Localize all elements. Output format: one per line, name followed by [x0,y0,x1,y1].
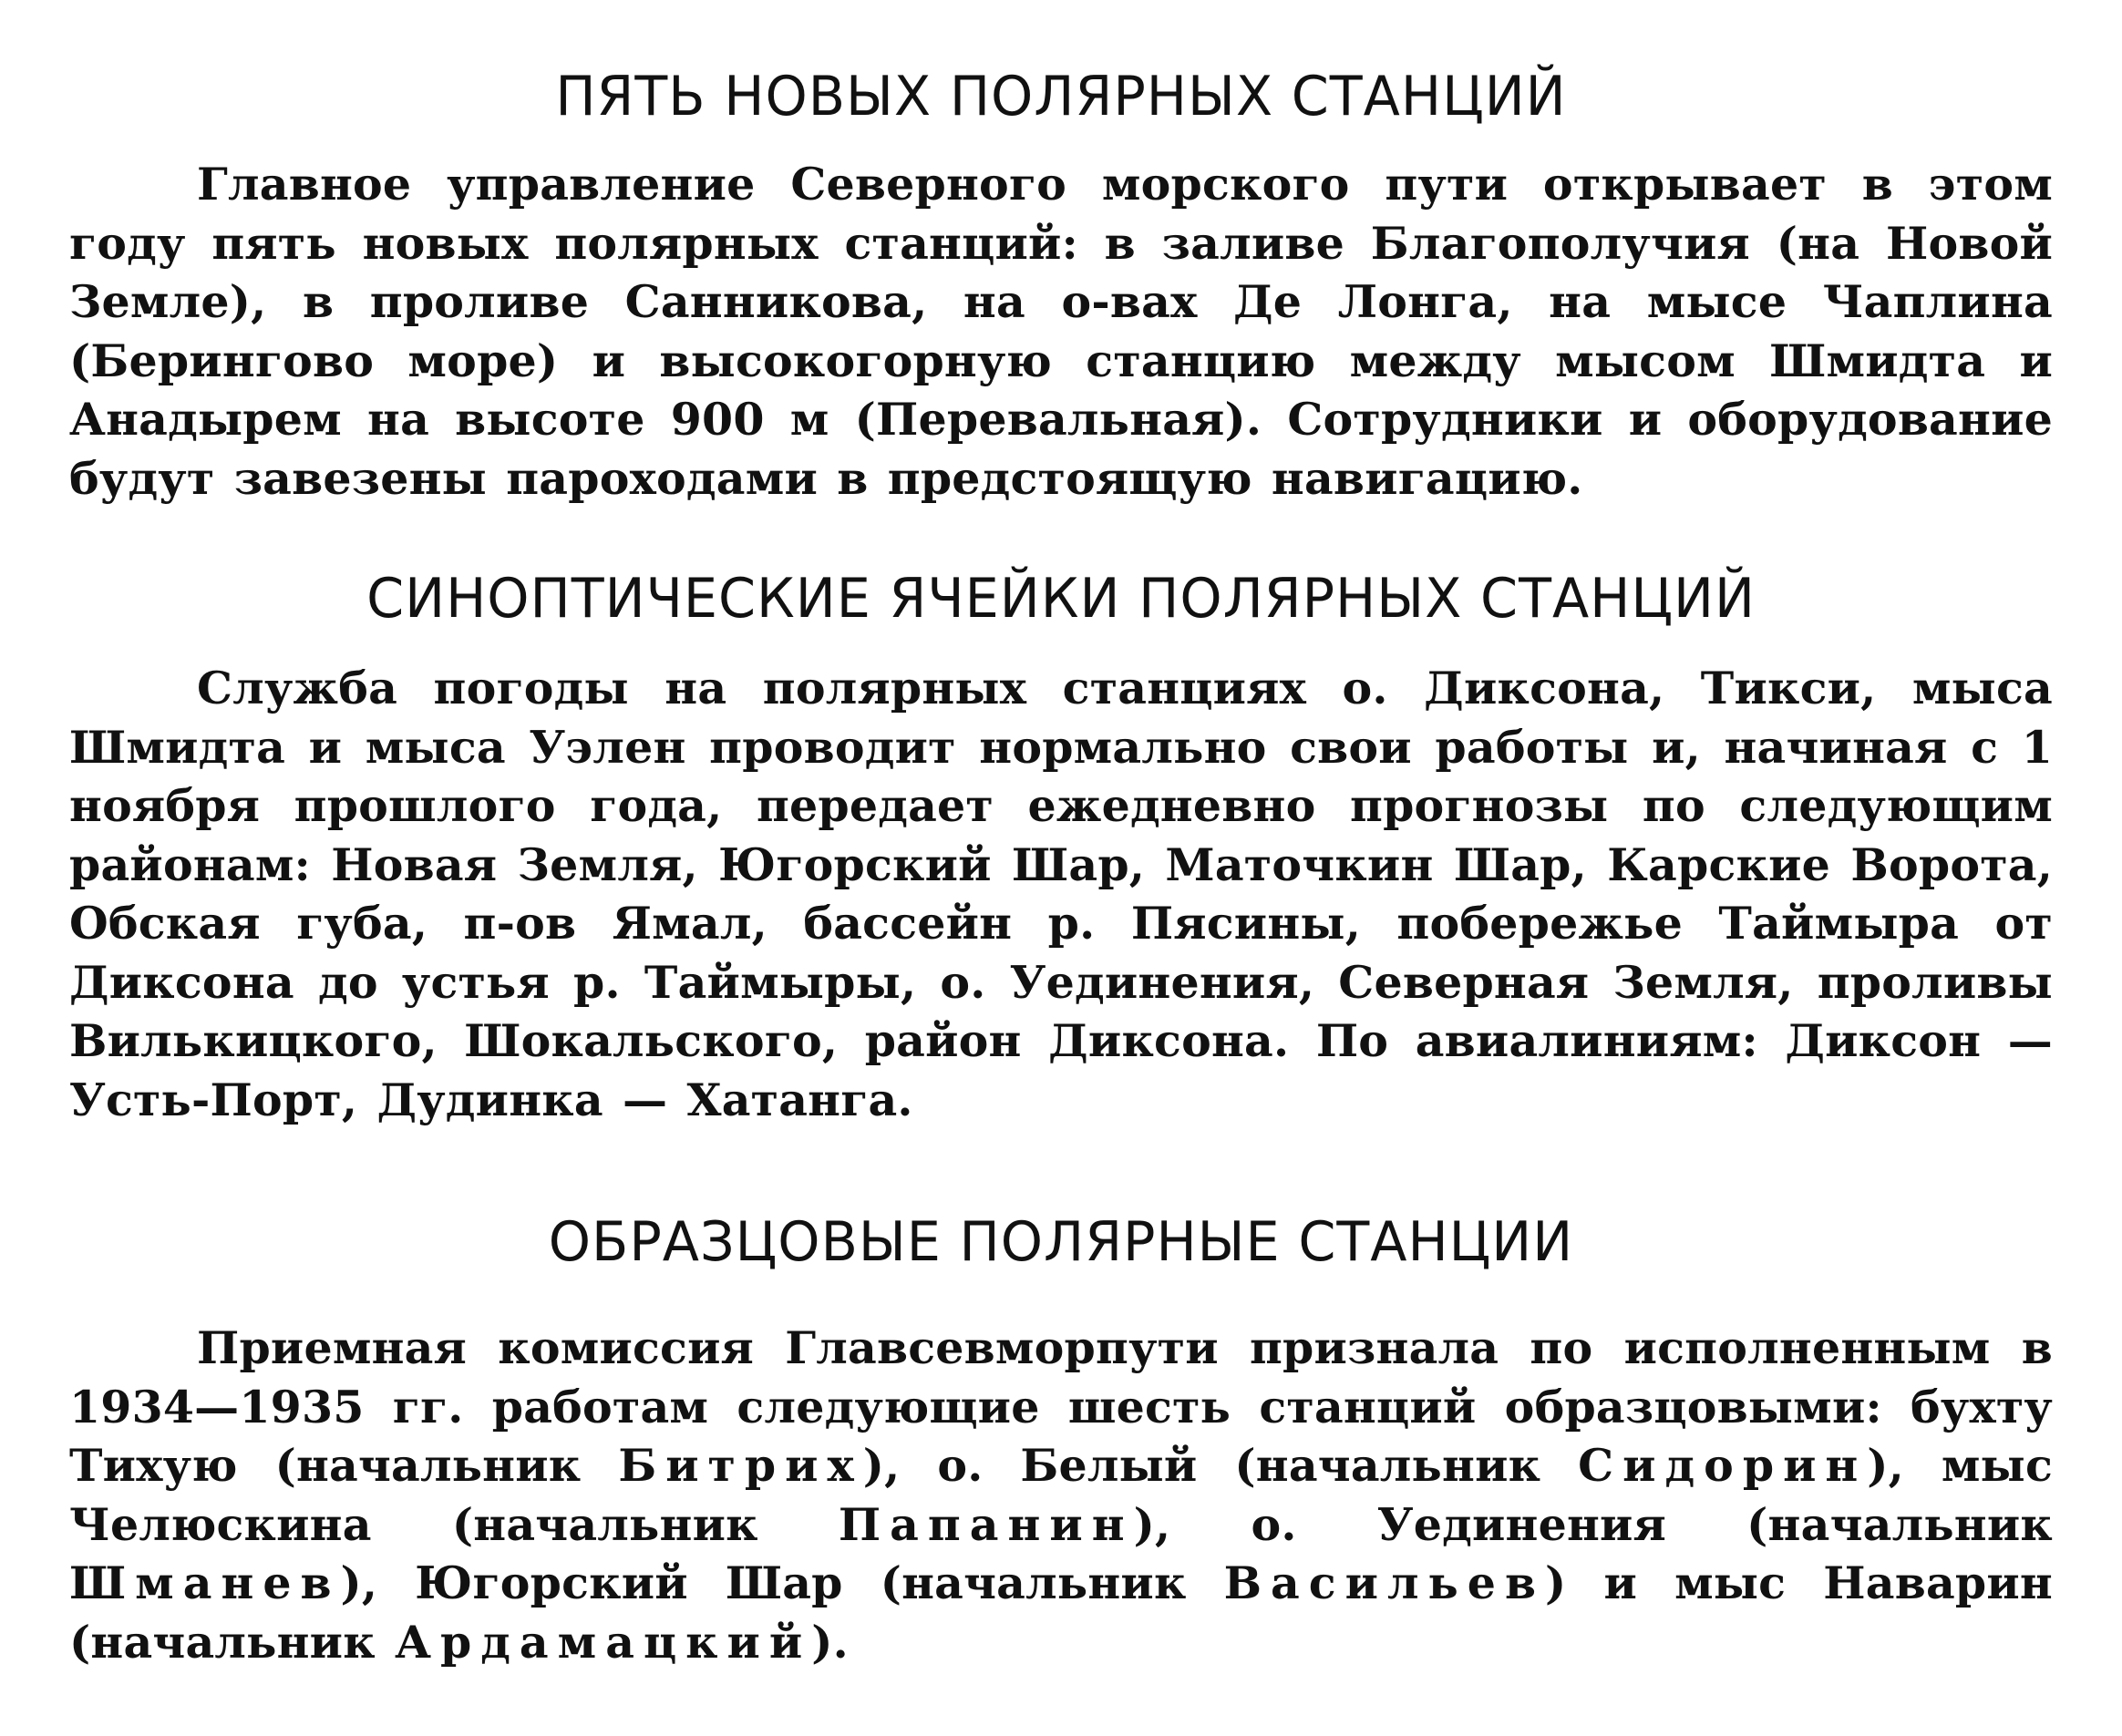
article-heading: СИНОПТИЧЕСКИЕ ЯЧЕЙКИ ПОЛЯРНЫХ СТАНЦИЙ [366,567,1756,631]
article-heading: ОБРАЗЦОВЫЕ ПОЛЯРНЫЕ СТАНЦИИ [548,1210,1574,1274]
station-chief-name: Папанин [838,1497,1134,1551]
body-text-segment: ), о. Уединения (начальник [1133,1497,2053,1551]
body-text-segment: ), о. Белый (начальник [862,1439,1579,1492]
document-page [69,36,2053,1671]
body-text-segment: Приемная комиссия Главсевморпути признала по исполненным в 1934—1935 гг. работам следующие шесть станций образцовыми: бухту Тихую (начальник [69,1321,2053,1492]
station-chief-name: Сидорин [1578,1439,1868,1492]
article-body: Главное управление Северного морского пути открывает в этом году пять новых полярных станций: в заливе Благополучия (на Новой Земле), в проливе Санникова, на о-вах Де Лонга, на мысе Чаплина (Берингово море) и высокогорную станцию между мысом Шмидта и Анадырем на высоте 900 м (Перевальная). Сотрудники и оборудование будут завезены пароходами в предстоящую навигацию. [69,158,2053,505]
station-chief-name: Васильев [1223,1556,1545,1609]
body-text-segment: ), мыс Челюскина (начальник [69,1439,2053,1551]
article-body: Служба погоды на полярных станциях о. Диксона, Тикси, мыса Шмидта и мыса Уэлен проводит нормально свои работы и, начиная с 1 ноября прошлого года, передает ежедневно прогнозы по следующим районам: Новая Земля, Югорский Шар, Маточкин Шар, Карские Ворота, Обская губа, п-ов Ямал, бассейн р. Пясины, побережье Таймыра от Диксона до устья р. Таймыры, о. Уединения, Северная Земля, проливы Вилькицкого, Шокальского, район Диксона. По авиалиниям: Диксон — Усть-Порт, Дудинка — Хатанга. [69,662,2053,1126]
body-text-segment: ). [811,1615,849,1669]
article-heading: ПЯТЬ НОВЫХ ПОЛЯРНЫХ СТАНЦИЙ [555,65,1567,128]
article-body [69,1319,2053,1671]
station-chief-name: Битрих [618,1439,863,1492]
station-chief-name: Ардамацкий [395,1615,812,1669]
article-synoptic-cells [69,559,2053,1129]
body-text-segment: ), Югорский Шар (начальник [340,1556,1224,1609]
body-text-segment: ) и мыс Наварин (начальник [69,1556,2053,1669]
article-five-new-stations [69,56,2053,508]
station-chief-name: Шманев [69,1556,341,1609]
article-model-stations [69,1202,2053,1671]
